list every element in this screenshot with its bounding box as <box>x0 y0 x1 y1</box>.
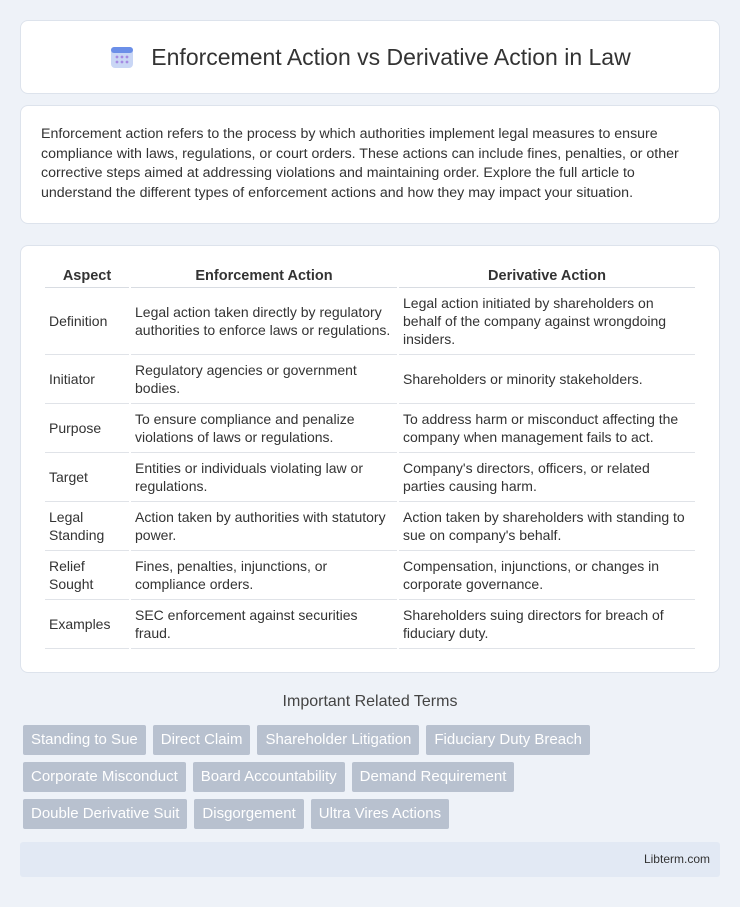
table-row <box>45 551 695 600</box>
intro-text: Enforcement action refers to the process by which authorities implement legal measures to ensure compliance with laws, regulations, or court orders. These actions can include fines, penalties, or other corrective steps aimed at addressing violations and maintaining order. Explore the full article to understand the different types of enforcement actions and how they may impact your situation. <box>41 126 679 201</box>
derivative-cell: Shareholders or minority stakeholders. <box>399 355 695 404</box>
column-header: Derivative Action <box>399 264 695 288</box>
footer-brand[interactable]: Libterm.com <box>643 852 710 866</box>
enforcement-cell: Entities or individuals violating law or regulations. <box>131 453 397 502</box>
derivative-cell: Company's directors, officers, or related parties causing harm. <box>399 453 695 502</box>
aspect-cell: Target <box>45 453 129 502</box>
tag-ultra-vires-actions[interactable]: Ultra Vires Actions <box>311 799 449 829</box>
aspect-cell: Relief Sought <box>45 551 129 600</box>
derivative-cell: Compensation, injunctions, or changes in corporate governance. <box>399 551 695 600</box>
tag-shareholder-litigation[interactable]: Shareholder Litigation <box>257 725 419 755</box>
table-row <box>45 404 695 453</box>
related-terms-heading: Important Related Terms <box>282 693 458 710</box>
tag-demand-requirement[interactable]: Demand Requirement <box>352 762 515 792</box>
derivative-cell: Shareholders suing directors for breach of fiduciary duty. <box>399 600 695 649</box>
derivative-cell: To address harm or misconduct affecting the company when management fails to act. <box>399 404 695 453</box>
enforcement-cell: SEC enforcement against securities fraud. <box>131 600 397 649</box>
tag-standing-to-sue[interactable]: Standing to Sue <box>23 725 146 755</box>
column-header: Enforcement Action <box>131 264 397 288</box>
table-row <box>45 502 695 551</box>
tag-disgorgement[interactable]: Disgorgement <box>194 799 303 829</box>
tag-double-derivative-suit[interactable]: Double Derivative Suit <box>23 799 187 829</box>
tag-direct-claim[interactable]: Direct Claim <box>153 725 251 755</box>
comparison-card <box>20 245 720 673</box>
derivative-cell: Legal action initiated by shareholders on behalf of the company against wrongdoing insiders. <box>399 288 695 355</box>
related-terms-list <box>23 725 723 836</box>
table-header-row <box>45 264 695 288</box>
comparison-table <box>43 264 697 649</box>
enforcement-cell: To ensure compliance and penalize violations of laws or regulations. <box>131 404 397 453</box>
tag-fiduciary-duty-breach[interactable]: Fiduciary Duty Breach <box>426 725 590 755</box>
aspect-cell: Purpose <box>45 404 129 453</box>
aspect-cell: Initiator <box>45 355 129 404</box>
enforcement-cell: Action taken by authorities with statutory power. <box>131 502 397 551</box>
enforcement-cell: Regulatory agencies or government bodies. <box>131 355 397 404</box>
table-row <box>45 288 695 355</box>
tag-corporate-misconduct[interactable]: Corporate Misconduct <box>23 762 186 792</box>
page-title: Enforcement Action vs Derivative Action in Law <box>151 43 631 70</box>
table-row <box>45 600 695 649</box>
title-card <box>20 20 720 94</box>
aspect-cell: Legal Standing <box>45 502 129 551</box>
tag-board-accountability[interactable]: Board Accountability <box>193 762 345 792</box>
table-row <box>45 355 695 404</box>
calendar-grid-icon <box>109 44 135 70</box>
aspect-cell: Definition <box>45 288 129 355</box>
table-row <box>45 453 695 502</box>
enforcement-cell: Fines, penalties, injunctions, or compliance orders. <box>131 551 397 600</box>
footer <box>20 842 720 877</box>
enforcement-cell: Legal action taken directly by regulatory authorities to enforce laws or regulations. <box>131 288 397 355</box>
derivative-cell: Action taken by shareholders with standing to sue on company's behalf. <box>399 502 695 551</box>
column-header: Aspect <box>45 264 129 288</box>
intro-card <box>20 105 720 224</box>
aspect-cell: Examples <box>45 600 129 649</box>
